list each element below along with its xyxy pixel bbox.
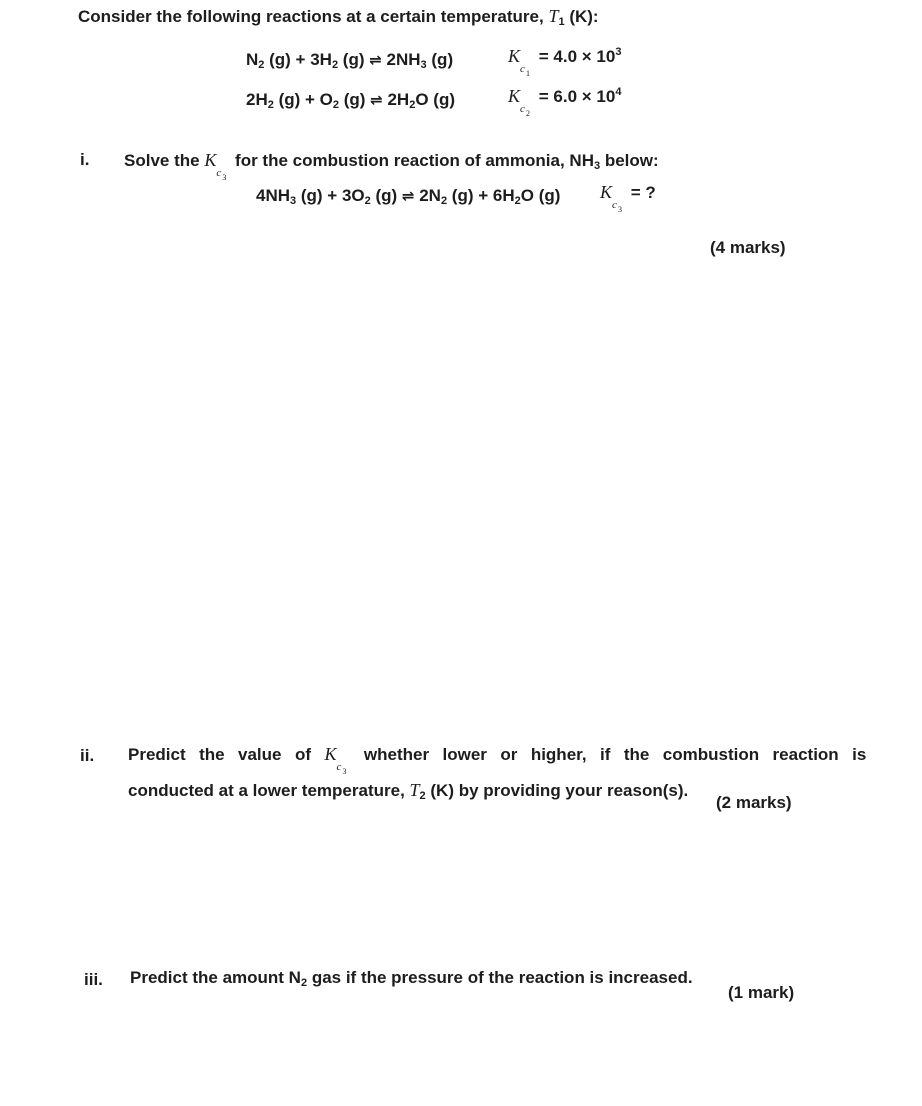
question-1-text-after: for the combustion reaction of ammonia, NH [230, 151, 594, 170]
equation-2 [246, 90, 455, 110]
intro-text-before: Consider the following reactions at a certain temperature, [78, 7, 549, 26]
equation-text: (g) + 3O [296, 186, 365, 205]
n2-subscript: 2 [300, 977, 308, 989]
equation-text: O (g) [520, 186, 561, 205]
equation-subscript: 2 [258, 59, 265, 71]
equilibrium-constant-1 [508, 46, 621, 77]
k-c: c [216, 167, 222, 179]
question-2-line-2-before: conducted at a lower temperature, [128, 781, 410, 800]
question-2-line-2 [128, 780, 688, 801]
k-index: 3 [222, 173, 227, 182]
k-exponent: 4 [615, 86, 622, 98]
intro-text [78, 6, 599, 27]
question-2-line-1-after: whether lower or higher, if the combustion reaction is [350, 745, 867, 764]
k-symbol: K [600, 182, 613, 202]
k-symbol: K [508, 86, 521, 106]
k-subscript [520, 103, 534, 117]
equation-subscript: 2 [267, 99, 274, 111]
equation-text: (g) [426, 50, 454, 69]
combustion-reaction [256, 186, 560, 206]
k-subscript [216, 167, 230, 181]
equation-text: (g) [370, 186, 402, 205]
question-2-line-1 [128, 744, 866, 775]
question-1-marks: (4 marks) [710, 238, 786, 257]
equation-subscript: 2 [409, 99, 416, 111]
question-3-text-before: Predict the amount N [130, 968, 301, 987]
k-value: = 6.0 × 10 [534, 87, 616, 106]
equilibrium-arrow-icon: ⇌ [370, 92, 383, 109]
equation-text: 4NH [256, 186, 291, 205]
question-1-text [124, 150, 659, 181]
equilibrium-arrow-icon: ⇌ [401, 188, 415, 205]
k-c: c [612, 199, 617, 211]
question-2-line-1-before: Predict the value of [128, 745, 325, 764]
temperature-symbol: T [548, 6, 559, 26]
k-symbol: K [204, 150, 217, 170]
equation-subscript: 2 [332, 99, 340, 111]
k-index: 3 [618, 205, 623, 214]
question-2-line-2-after: (K) by providing your reason(s). [425, 781, 689, 800]
k-index: 3 [342, 767, 347, 776]
question-2-marks: (2 marks) [716, 793, 792, 812]
equation-text: (g) [339, 90, 371, 109]
question-3-text [130, 968, 693, 988]
question-3-number: iii. [84, 970, 103, 989]
equation-subscript: 2 [364, 195, 371, 207]
k-subscript [520, 63, 534, 77]
equation-subscript: 3 [290, 195, 297, 207]
temperature-symbol: T [409, 780, 420, 800]
equation-text: (g) + O [273, 90, 333, 109]
equation-text: 2NH [381, 50, 421, 69]
k-subscript [336, 761, 350, 775]
k-value: = ? [626, 183, 656, 202]
equation-subscript: 2 [440, 195, 448, 207]
equilibrium-constant-2 [508, 86, 621, 117]
equation-text: 2H [246, 90, 268, 109]
equation-1 [246, 50, 453, 70]
equation-subscript: 2 [514, 195, 521, 207]
question-3-text-after: gas if the pressure of the reaction is increased. [307, 968, 693, 987]
k-c: c [520, 63, 525, 75]
question-1-text-before: Solve the [124, 151, 205, 170]
equation-text: N [246, 50, 259, 69]
k-subscript [612, 199, 626, 213]
equation-text: O (g) [415, 90, 455, 109]
k-c: c [520, 103, 525, 115]
k-c: c [336, 761, 342, 773]
equation-text: (g) + 6H [447, 186, 515, 205]
nh3-subscript: 3 [593, 160, 601, 172]
k-exponent: 3 [615, 46, 622, 58]
question-2-number: ii. [80, 746, 95, 765]
k-index: 1 [526, 69, 531, 78]
equation-subscript: 2 [331, 59, 339, 71]
equation-text: (g) [338, 50, 370, 69]
k-symbol: K [324, 744, 337, 764]
question-1-number: i. [80, 150, 90, 169]
question-1-text-end: below: [600, 151, 659, 170]
equation-text: 2H [382, 90, 410, 109]
k-symbol: K [508, 46, 521, 66]
temperature-subscript: 2 [419, 790, 426, 802]
k-index: 2 [526, 109, 531, 118]
k-value: = 4.0 × 10 [534, 47, 616, 66]
intro-text-after: (K): [564, 7, 599, 26]
equilibrium-arrow-icon: ⇌ [369, 52, 382, 69]
equation-text: 2N [414, 186, 441, 205]
equation-text: (g) + 3H [264, 50, 332, 69]
k3-unknown [600, 182, 656, 213]
equation-subscript: 3 [420, 59, 427, 71]
temperature-subscript: 1 [558, 16, 565, 28]
question-3-marks: (1 mark) [728, 983, 795, 1002]
